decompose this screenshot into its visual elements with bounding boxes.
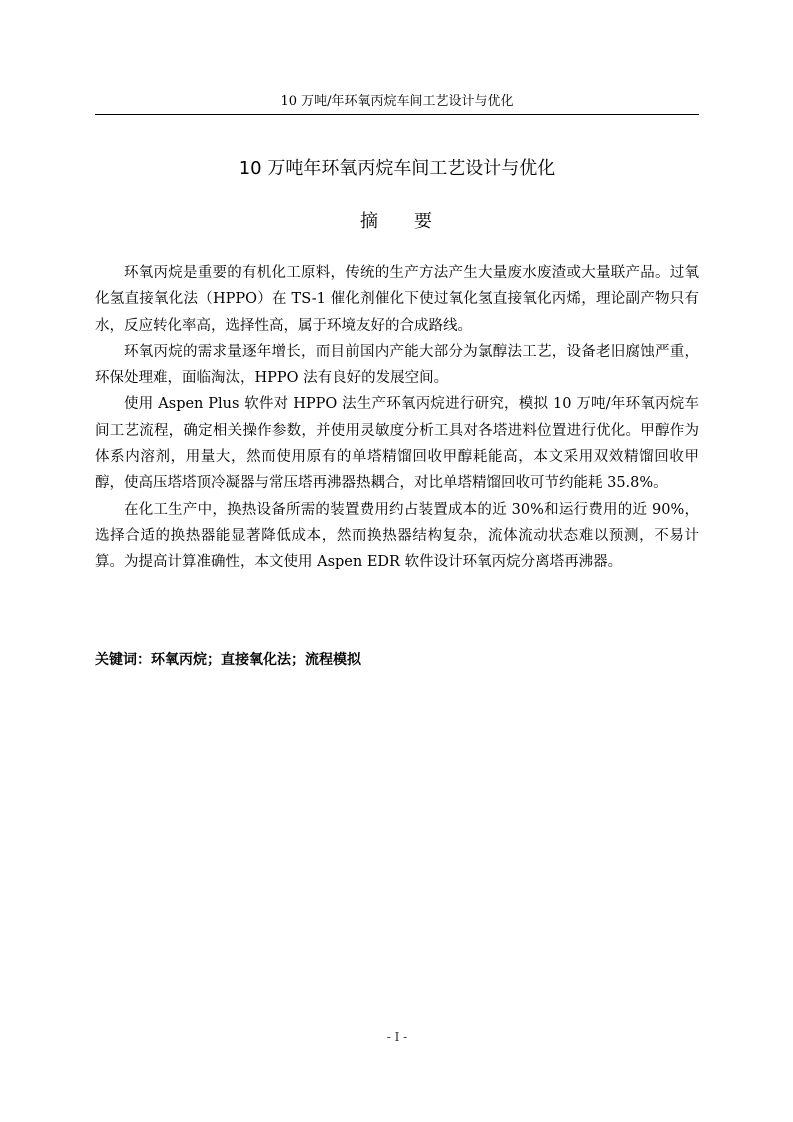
page-number: - I - xyxy=(386,1030,408,1044)
abstract-paragraph-1: 环氧丙烷是重要的有机化工原料，传统的生产方法产生大量废水废渣或大量联产品。过氧化氢直接氧化法（HPPO）在 TS-1 催化剂催化下使过氧化氢直接氧化丙烯，理论副产物只有水，反应转化率高，选择性高，属于环境友好的合成路线。 xyxy=(95,265,699,334)
document-title: 10 万吨年环氧丙烷车间工艺设计与优化 xyxy=(238,158,556,179)
abstract-paragraph-4: 在化工生产中，换热设备所需的装置费用约占装置成本的近 30%和运行费用的近 90%，选择合适的换热器能显著降低成本，然而换热器结构复杂，流体流动状态难以预测，不易计算。为提高计算准确性，本文使用 Aspen EDR 软件设计环氧丙烷分离塔再沸器。 xyxy=(95,501,699,571)
abstract-heading-char-1: 摘 xyxy=(360,211,380,232)
abstract-heading-char-2: 要 xyxy=(414,211,434,232)
running-header: 10 万吨/年环氧丙烷车间工艺设计与优化 xyxy=(95,92,699,115)
keywords-line: 关键词：环氧丙烷；直接氧化法；流程模拟 xyxy=(95,652,361,668)
abstract-paragraph-3: 使用 Aspen Plus 软件对 HPPO 法生产环氧丙烷进行研究，模拟 10 万吨/年环氧丙烷车间工艺流程，确定相关操作参数，并使用灵敏度分析工具对各塔进料位置进行优化。甲醇作为体系内溶剂，用量大，然而使用原有的单塔精馏回收甲醇耗能高，本文采用双效精馏回收甲醇，使高压塔塔顶冷凝器与常压塔再沸器热耦合，对比单塔精馏回收可节约能耗 35.8%。 xyxy=(95,396,699,492)
abstract-body xyxy=(95,260,699,576)
abstract-paragraph-2: 环氧丙烷的需求量逐年增长，而目前国内产能大部分为氯醇法工艺，设备老旧腐蚀严重，环保处理难，面临淘汰，HPPO 法有良好的发展空间。 xyxy=(95,343,699,387)
abstract-heading xyxy=(95,208,699,236)
